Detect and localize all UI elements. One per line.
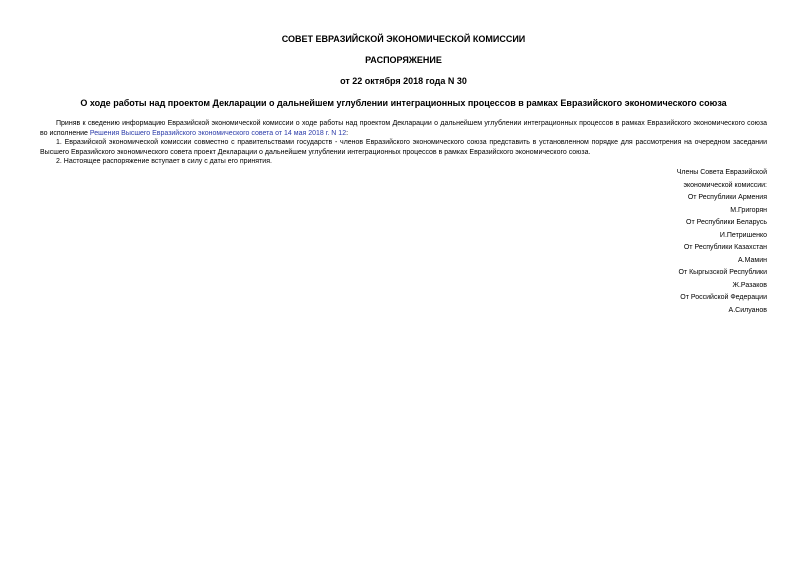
council-heading: СОВЕТ ЕВРАЗИЙСКОЙ ЭКОНОМИЧЕСКОЙ КОМИССИИ xyxy=(281,34,526,44)
member-country: От Республики Беларусь xyxy=(686,219,767,226)
member-country: От Республики Казахстан xyxy=(683,244,767,251)
member-name: М.Григорян xyxy=(730,206,767,214)
intro-text: Приняв к сведению информацию Евразийской экономической комиссии о ходе работы над проектом Декларации о дальнейшем углублении интеграционных процессов в рамках Евразийского экономического союза во исполнение xyxy=(40,120,767,137)
intro-paragraph xyxy=(40,119,767,138)
item-1-paragraph: 1. Евразийской экономической комиссии совместно с правительствами государств - членов Евразийского экономического союза представить в установленном порядке для рассмотрения на очередном заседании Высшего Евразийского экономического совета проект Декларации о дальнейшем углублении интеграционных процессов в рамках Евразийского экономического союза. xyxy=(40,139,767,156)
intro-end: : xyxy=(346,129,349,137)
member-country: От Кыргызской Республики xyxy=(678,269,767,276)
document-date-number: от 22 октября 2018 года N 30 xyxy=(340,76,467,86)
member-name: Ж.Разаков xyxy=(732,281,767,289)
document-title: О ходе работы над проектом Декларации о дальнейшем углублении интеграционных процессов в рамках Евразийского экономического союза xyxy=(80,98,727,108)
document-type: РАСПОРЯЖЕНИЕ xyxy=(365,55,442,65)
signature-heading-line-2: экономической комиссии: xyxy=(683,181,767,189)
signature-block xyxy=(587,167,767,317)
member-name: А.Силуанов xyxy=(728,306,767,314)
decision-link[interactable]: Решения Высшего Евразийского экономического совета от 14 мая 2018 г. N 12 xyxy=(89,129,347,137)
signature-heading-line-1: Члены Совета Евразийской xyxy=(676,169,767,176)
member-name: А.Мамин xyxy=(737,256,767,264)
item-2-paragraph: 2. Настоящее распоряжение вступает в силу с даты его принятия. xyxy=(56,158,272,165)
member-name: И.Петришенко xyxy=(719,231,767,239)
member-country: От Российской Федерации xyxy=(680,294,767,301)
member-country: От Республики Армения xyxy=(687,194,767,201)
